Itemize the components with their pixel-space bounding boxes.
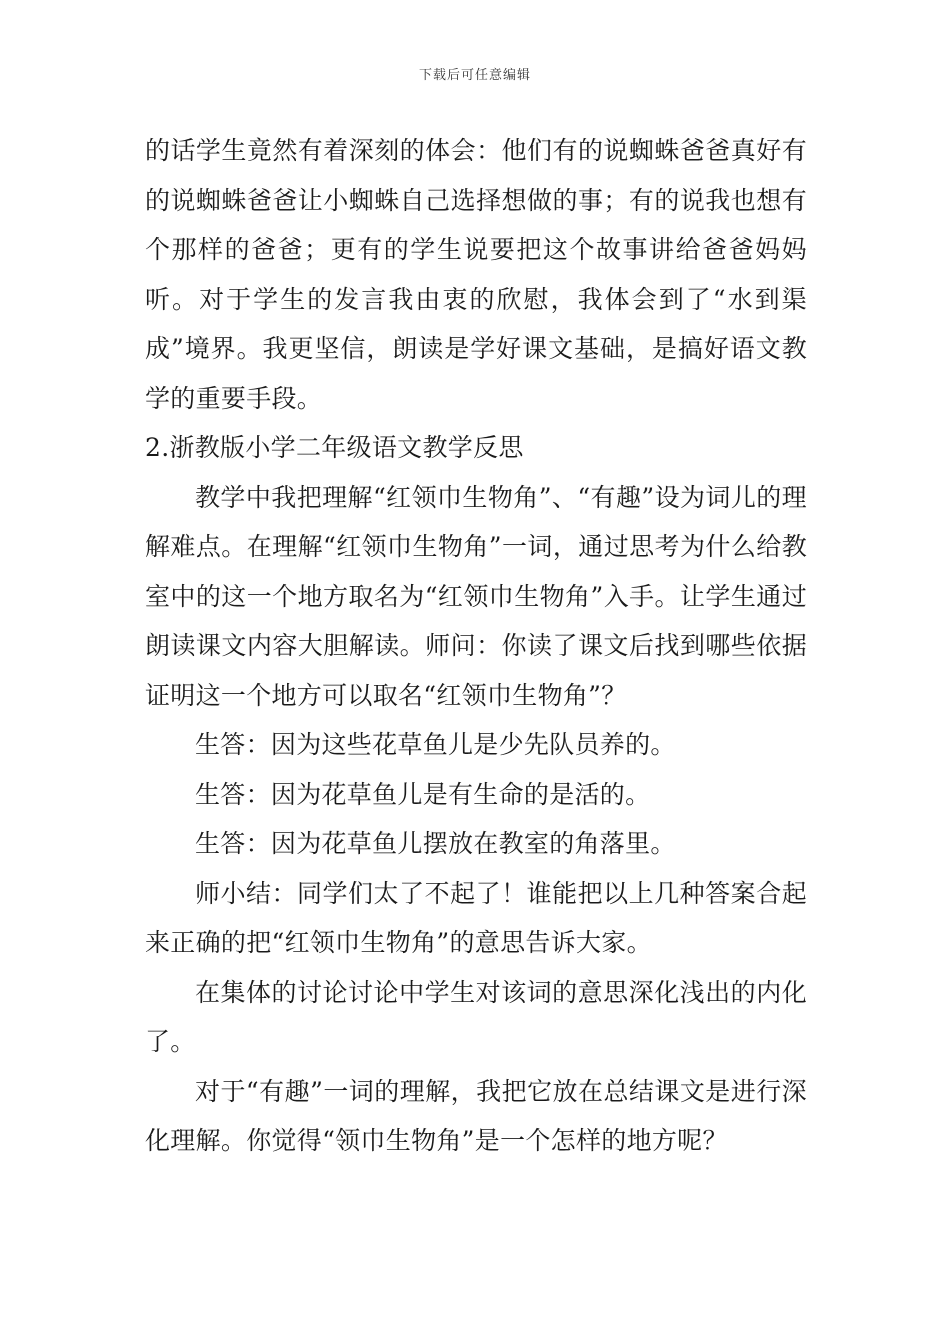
document-body [145,126,807,1166]
paragraph-intro: 教学中我把理解“红领巾生物角”、“有趣”设为词儿的理解难点。在理解“红领巾生物角”一词，通过思考为什么给教室中的这一个地方取名为“红领巾生物角”入手。让学生通过朗读课文内容大胆解读。师问：你读了课文后找到哪些依据证明这一个地方可以取名“红领巾生物角”？ [145,482,807,710]
section-heading: 2.浙教版小学二年级语文教学反思 [145,433,524,462]
student-answer-1: 生答：因为这些花草鱼儿是少先队员养的。 [195,730,676,759]
teacher-summary: 师小结：同学们太了不起了！谁能把以上几种答案合起来正确的把“红领巾生物角”的意思告诉大家。 [145,878,807,957]
paragraph-continuation: 的话学生竟然有着深刻的体会：他们有的说蜘蛛爸爸真好有的说蜘蛛爸爸让小蜘蛛自己选择想做的事；有的说我也想有个那样的爸爸；更有的学生说要把这个故事讲给爸爸妈妈听。对于学生的发言我由衷的欣慰，我体会到了“水到渠成”境界。我更坚信，朗读是学好课文基础，是搞好语文教学的重要手段。 [145,136,807,413]
page-header: 下载后可任意编辑 [418,68,531,83]
paragraph-interesting: 对于“有趣”一词的理解，我把它放在总结课文是进行深化理解。你觉得“领巾生物角”是一个怎样的地方呢？ [145,1076,807,1155]
student-answer-2: 生答：因为花草鱼儿是有生命的是活的。 [195,779,651,809]
paragraph-discussion: 在集体的讨论讨论中学生对该词的意思深化浅出的内化了。 [145,977,807,1056]
student-answer-3: 生答：因为花草鱼儿摆放在教室的角落里。 [195,829,676,858]
